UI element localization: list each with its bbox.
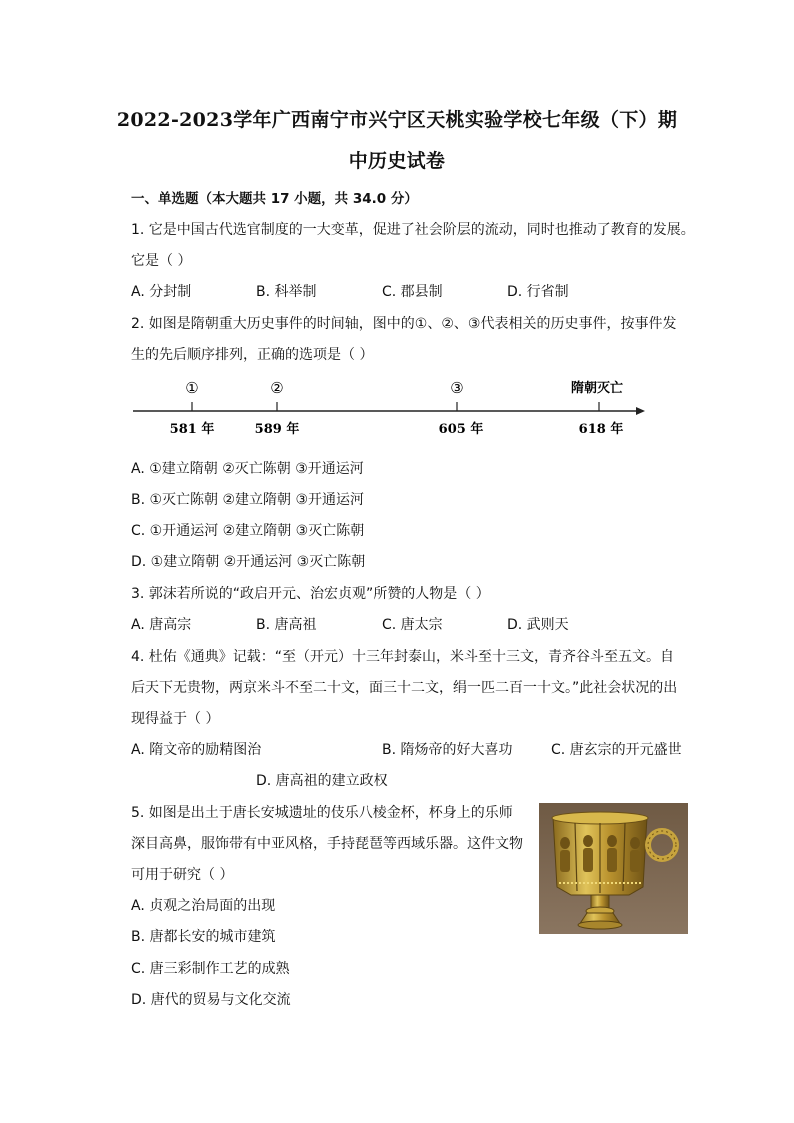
- q1-stem-line2: 它是（ ）: [131, 253, 192, 269]
- q3-option-a: A. 唐高宗: [131, 617, 192, 633]
- sui-dynasty-timeline: [131, 376, 651, 446]
- timeline-year-589: 589 年: [254, 422, 300, 437]
- q1-option-a: A. 分封制: [131, 284, 192, 300]
- gold-cup-picture: [539, 803, 688, 934]
- gold-octagonal-cup-image: [539, 803, 688, 934]
- timeline-year-605: 605 年: [438, 422, 484, 437]
- timeline-year-581: 581 年: [169, 422, 215, 437]
- q5-stem-line3: 可用于研究（ ）: [131, 867, 234, 883]
- q4-option-b: B. 隋炀帝的好大喜功: [382, 742, 513, 758]
- exam-title-line2: 中历史试卷: [348, 150, 446, 172]
- q2-option-b: B. ①灭亡陈朝 ②建立隋朝 ③开通运河: [131, 492, 365, 508]
- q5-stem-line1: 5. 如图是出土于唐长安城遗址的伎乐八棱金杯，杯身上的乐师: [131, 805, 513, 821]
- section-heading: 一、单选题（本大题共 17 小题，共 34.0 分）: [131, 191, 418, 207]
- q2-stem-line2: 生的先后顺序排列，正确的选项是（ ）: [131, 347, 374, 363]
- q2-stem-line1: 2. 如图是隋朝重大历史事件的时间轴，图中的①、②、③代表相关的历史事件，按事件发: [131, 316, 677, 332]
- q2-option-d: D. ①建立隋朝 ②开通运河 ③灭亡陈朝: [131, 554, 366, 570]
- q3-option-d: D. 武则天: [507, 617, 569, 633]
- timeline-marker-1: ①: [185, 379, 199, 397]
- q1-option-c: C. 郡县制: [382, 284, 443, 300]
- q2-option-a: A. ①建立隋朝 ②灭亡陈朝 ③开通运河: [131, 461, 364, 477]
- q2-option-c: C. ①开通运河 ②建立隋朝 ③灭亡陈朝: [131, 523, 365, 539]
- q5-option-b: B. 唐都长安的城市建筑: [131, 929, 276, 945]
- timeline-marker-sui-fall: 隋朝灭亡: [570, 381, 624, 396]
- q1-option-d: D. 行省制: [507, 284, 569, 300]
- q3-stem: 3. 郭沫若所说的“政启开元、治宏贞观”所赞的人物是（ ）: [131, 586, 490, 602]
- timeline-marker-2: ②: [270, 379, 284, 397]
- q1-stem-line1: 1. 它是中国古代选官制度的一大变革，促进了社会阶层的流动，同时也推动了教育的发展。: [131, 222, 695, 238]
- timeline-year-618: 618 年: [578, 422, 624, 437]
- q3-option-c: C. 唐太宗: [382, 617, 443, 633]
- timeline-arrow-icon: [636, 407, 645, 415]
- q1-option-b: B. 科举制: [256, 284, 317, 300]
- q4-option-c: C. 唐玄宗的开元盛世: [551, 742, 682, 758]
- q5-option-c: C. 唐三彩制作工艺的成熟: [131, 961, 290, 977]
- q4-stem-line1: 4. 杜佑《通典》记载：“至（开元）十三年封泰山，米斗至十三文，青齐谷斗至五文。自: [131, 649, 675, 665]
- q3-option-b: B. 唐高祖: [256, 617, 317, 633]
- q4-stem-line3: 现得益于（ ）: [131, 711, 220, 727]
- exam-title-line1: 2022-2023学年广西南宁市兴宁区天桃实验学校七年级（下）期: [116, 109, 678, 131]
- q4-option-a: A. 隋文帝的励精图治: [131, 742, 262, 758]
- q4-stem-line2: 后天下无贵物，两京米斗不至二十文，面三十二文，绢一匹二百一十文。”此社会状况的出: [131, 680, 678, 696]
- q5-option-a: A. 贞观之治局面的出现: [131, 898, 276, 914]
- timeline-marker-3: ③: [450, 379, 464, 397]
- q5-option-d: D. 唐代的贸易与文化交流: [131, 992, 291, 1008]
- q5-stem-line2: 深目高鼻，服饰带有中亚风格，手持琵琶等西域乐器。这件文物: [131, 836, 523, 852]
- q4-option-d: D. 唐高祖的建立政权: [256, 773, 388, 789]
- timeline-graphic: [131, 376, 651, 446]
